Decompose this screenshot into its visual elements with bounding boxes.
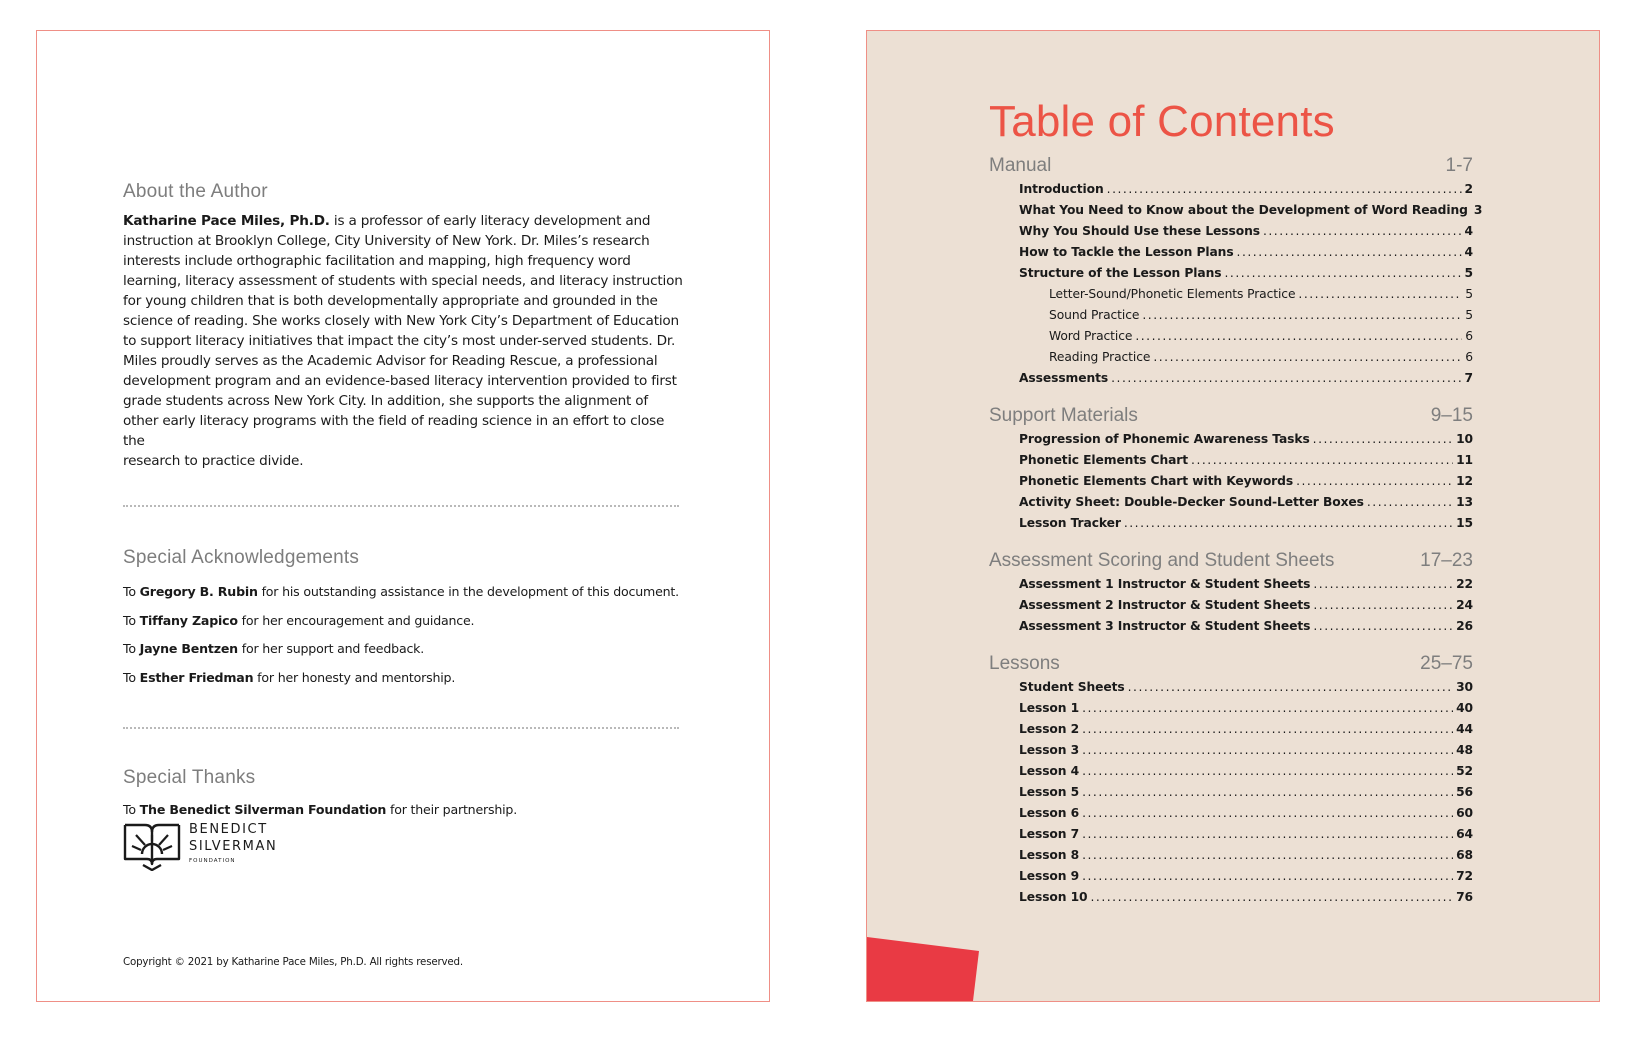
toc-entry[interactable] (989, 719, 1473, 740)
ack-prefix: To (123, 669, 140, 685)
logo-wordmark (189, 821, 277, 864)
toc-entry[interactable] (989, 866, 1473, 887)
toc-entry-page: 13 (1456, 495, 1473, 509)
toc-entry-label: Progression of Phonemic Awareness Tasks (1019, 432, 1310, 446)
toc-group (989, 153, 1483, 389)
dot-leader (1313, 616, 1453, 637)
toc-entry[interactable] (989, 513, 1473, 534)
toc-entry-page: 64 (1456, 827, 1473, 841)
dot-leader (1111, 368, 1461, 389)
toc-entry-label: Lesson 4 (1019, 764, 1080, 778)
open-book-sun-icon (123, 821, 181, 871)
bio-line: to support literacy initiatives that impact the city’s most under-served students. Dr. (123, 333, 676, 349)
toc-entry-page: 76 (1456, 890, 1473, 904)
toc-entry-label: Assessment 2 Instructor & Student Sheets (1019, 598, 1311, 612)
left-page (36, 30, 770, 1002)
toc-entry-label: Lesson 2 (1019, 722, 1080, 736)
bio-line: grade students across New York City. In addition, she supports the alignment of (123, 393, 648, 409)
toc-entry[interactable] (989, 574, 1473, 595)
dot-leader (1313, 574, 1453, 595)
toc-entry-page: 6 (1465, 350, 1473, 364)
toc-entry-label: Phonetic Elements Chart (1019, 453, 1189, 467)
ack-prefix: To (123, 584, 140, 599)
toc-group-title: Assessment Scoring and Student Sheets (989, 550, 1335, 571)
bio-text: is a professor of early literacy development and (329, 213, 651, 229)
dot-leader (1107, 179, 1462, 200)
toc-entry-page: 72 (1456, 869, 1473, 883)
dot-leader (1091, 887, 1454, 908)
dotted-divider (123, 505, 679, 507)
toc-entry-label: Assessment 1 Instructor & Student Sheets (1019, 577, 1311, 591)
acknowledgement-item (123, 583, 683, 612)
toc-groups (989, 153, 1483, 908)
acknowledgements-list (123, 583, 683, 697)
logo-line-2: SILVERMAN (189, 839, 278, 854)
toc-entry-label: What You Need to Know about the Development of Word Reading (1019, 203, 1468, 217)
logo-line-1: BENEDICT (189, 822, 268, 837)
ack-text: for his outstanding assistance in the development of this document. (257, 584, 679, 599)
bio-line: interests include orthographic facilitation and mapping, high frequency word (123, 253, 631, 269)
toc-entry-label: Lesson 9 (1019, 869, 1080, 883)
toc-entry[interactable] (989, 887, 1473, 908)
bio-line: development program and an evidence-based literacy intervention provided to first (123, 373, 677, 389)
toc-entry[interactable] (989, 200, 1483, 221)
toc-group-heading (989, 651, 1473, 677)
dot-leader (1124, 513, 1453, 534)
toc-entry-page: 5 (1465, 287, 1473, 301)
toc-entry-label: Structure of the Lesson Plans (1019, 266, 1222, 280)
toc-entry-label: Lesson 10 (1019, 890, 1088, 904)
toc-entry[interactable] (989, 698, 1473, 719)
left-content (123, 181, 683, 830)
toc-entry-page: 22 (1456, 577, 1473, 591)
thanks-prefix: To (123, 802, 140, 817)
ack-prefix: To (123, 641, 140, 656)
toc-entry-page: 60 (1456, 806, 1473, 820)
thanks-name: The Benedict Silverman Foundation (139, 802, 387, 817)
bio-line: instruction at Brooklyn College, City University of New York. Dr. Miles’s research (123, 233, 650, 249)
toc-entry-page: 68 (1456, 848, 1473, 862)
about-author-section (123, 181, 683, 471)
ack-prefix: To (123, 612, 140, 628)
author-name: Katharine Pace Miles, Ph.D. (123, 213, 330, 229)
toc-entry[interactable] (989, 450, 1473, 471)
toc-group (989, 403, 1473, 534)
ack-name: Tiffany Zapico (139, 612, 238, 628)
dotted-divider (123, 727, 679, 729)
toc-entry-label: Lesson 8 (1019, 848, 1080, 862)
toc-entry-page: 6 (1465, 329, 1473, 343)
ack-name: Gregory B. Rubin (139, 584, 258, 599)
toc-group-range: 1-7 (1445, 155, 1473, 176)
toc-entry-page: 48 (1456, 743, 1473, 757)
toc-entry[interactable] (989, 845, 1473, 866)
toc-entry-page: 2 (1464, 182, 1473, 196)
toc-entry-label: Sound Practice (1049, 308, 1140, 322)
ack-text: for her honesty and mentorship. (253, 669, 456, 685)
ack-name: Esther Friedman (139, 669, 254, 685)
toc-entry-label: Phonetic Elements Chart with Keywords (1019, 474, 1294, 488)
toc-entry-label: Lesson 5 (1019, 785, 1080, 799)
toc-entry-page: 26 (1456, 619, 1473, 633)
toc-entry-label: Lesson 1 (1019, 701, 1080, 715)
acknowledgements-section (123, 547, 683, 697)
bio-line: for young children that is both developmentally appropriate and grounded in the (123, 293, 658, 309)
toc-entry-label: Assessment 3 Instructor & Student Sheets (1019, 619, 1311, 633)
toc-entry-label: Word Practice (1049, 329, 1133, 343)
toc-entry[interactable] (989, 284, 1473, 305)
acknowledgement-item (123, 612, 683, 641)
bio-line: learning, literacy assessment of students with special needs, and literacy instruction (123, 273, 683, 289)
toc-entry-page: 3 (1473, 203, 1483, 217)
toc-entry-label: Reading Practice (1049, 350, 1151, 364)
toc-entry[interactable] (989, 429, 1473, 450)
toc-entry-label: How to Tackle the Lesson Plans (1019, 245, 1234, 259)
dot-leader (1128, 677, 1453, 698)
toc-entry-label: Assessments (1019, 371, 1109, 385)
toc-group-title: Support Materials (989, 405, 1138, 426)
dot-leader (1082, 866, 1453, 887)
toc-entry-label: Activity Sheet: Double-Decker Sound-Letter Boxes (1019, 495, 1364, 509)
bio-line: research to practice divide. (123, 453, 304, 469)
toc-entry-page: 30 (1456, 680, 1473, 694)
toc-entry[interactable] (989, 471, 1473, 492)
toc-entry[interactable] (989, 179, 1473, 200)
toc-entry[interactable] (989, 326, 1473, 347)
toc-entry[interactable] (989, 221, 1473, 242)
toc-entry[interactable] (989, 761, 1473, 782)
dot-leader (1153, 347, 1462, 368)
dot-leader (1298, 284, 1462, 305)
toc-entry-label: Lesson 6 (1019, 806, 1080, 820)
toc-entry-page: 11 (1456, 453, 1473, 467)
dot-leader (1142, 305, 1462, 326)
dot-leader (1135, 326, 1462, 347)
dot-leader (1082, 824, 1453, 845)
toc-entry[interactable] (989, 782, 1473, 803)
toc-entry-page: 24 (1456, 598, 1473, 612)
thanks-text: for their partnership. (386, 802, 518, 817)
table-of-contents (989, 91, 1483, 922)
logo-line-3: FOUNDATION (189, 858, 236, 864)
toc-entry[interactable] (989, 740, 1473, 761)
toc-group-range: 25–75 (1420, 653, 1473, 674)
author-bio (123, 211, 683, 471)
toc-entry[interactable] (989, 677, 1473, 698)
dot-leader (1082, 845, 1453, 866)
toc-entry-label: Lesson Tracker (1019, 516, 1121, 530)
toc-entry[interactable] (989, 263, 1473, 284)
foundation-logo (123, 821, 277, 871)
dot-leader (1191, 450, 1453, 471)
toc-entry-page: 56 (1456, 785, 1473, 799)
bio-line: Miles proudly serves as the Academic Advisor for Reading Rescue, a professional (123, 353, 658, 369)
toc-group (989, 651, 1473, 908)
dot-leader (1082, 740, 1453, 761)
toc-group-heading (989, 153, 1473, 179)
toc-group-range: 9–15 (1430, 405, 1473, 426)
copyright-notice: Copyright © 2021 by Katharine Pace Miles, Ph.D. All rights reserved. (123, 956, 463, 968)
dot-leader (1296, 471, 1453, 492)
ack-text: for her encouragement and guidance. (237, 612, 475, 628)
dot-leader (1082, 803, 1453, 824)
dot-leader (1237, 242, 1462, 263)
toc-entry[interactable] (989, 347, 1473, 368)
toc-entry-page: 7 (1464, 371, 1473, 385)
dot-leader (1367, 492, 1453, 513)
toc-entry[interactable] (989, 616, 1473, 637)
toc-entry[interactable] (989, 595, 1473, 616)
toc-title: Table of Contents (989, 97, 1335, 146)
toc-entry-page: 52 (1456, 764, 1473, 778)
special-thanks-heading: Special Thanks (123, 767, 256, 788)
toc-entry-page: 5 (1464, 266, 1473, 280)
acknowledgements-heading: Special Acknowledgements (123, 547, 360, 568)
toc-entry-page: 15 (1456, 516, 1473, 530)
dot-leader (1225, 263, 1462, 284)
toc-entry[interactable] (989, 492, 1473, 513)
toc-entry[interactable] (989, 368, 1473, 389)
acknowledgement-item (123, 669, 683, 698)
acknowledgement-item (123, 640, 683, 669)
toc-entry-label: Introduction (1019, 182, 1104, 196)
right-page (866, 30, 1600, 1002)
ack-text: for her support and feedback. (237, 641, 425, 656)
bio-line: science of reading. She works closely with New York City’s Department of Education (123, 313, 679, 329)
dot-leader (1263, 221, 1462, 242)
bio-line: other early literacy programs with the field of reading science in an effort to close the (123, 413, 665, 449)
toc-entry-label: Why You Should Use these Lessons (1019, 224, 1260, 238)
dot-leader (1082, 698, 1453, 719)
toc-entry-page: 44 (1456, 722, 1473, 736)
toc-entry[interactable] (989, 305, 1473, 326)
toc-group (989, 548, 1473, 637)
toc-group-range: 17–23 (1420, 550, 1473, 571)
toc-entry-label: Lesson 3 (1019, 743, 1080, 757)
toc-entry-page: 40 (1456, 701, 1473, 715)
toc-entry[interactable] (989, 242, 1473, 263)
about-author-heading: About the Author (123, 181, 268, 202)
ack-name: Jayne Bentzen (139, 641, 238, 656)
toc-group-title: Manual (989, 155, 1052, 176)
toc-entry[interactable] (989, 824, 1473, 845)
toc-entry-label: Lesson 7 (1019, 827, 1080, 841)
toc-entry-label: Student Sheets (1019, 680, 1125, 694)
toc-group-heading (989, 403, 1473, 429)
toc-entry-page: 5 (1465, 308, 1473, 322)
dot-leader (1082, 761, 1453, 782)
dot-leader (1082, 782, 1453, 803)
toc-entry[interactable] (989, 803, 1473, 824)
toc-group-heading (989, 548, 1473, 574)
corner-decoration (867, 937, 979, 1001)
dot-leader (1082, 719, 1453, 740)
dot-leader (1313, 429, 1453, 450)
toc-entry-page: 12 (1456, 474, 1473, 488)
toc-entry-page: 4 (1464, 245, 1473, 259)
dot-leader (1313, 595, 1453, 616)
toc-group-title: Lessons (989, 653, 1060, 674)
toc-entry-label: Letter-Sound/Phonetic Elements Practice (1049, 287, 1296, 301)
toc-entry-page: 10 (1456, 432, 1473, 446)
toc-entry-page: 4 (1464, 224, 1473, 238)
